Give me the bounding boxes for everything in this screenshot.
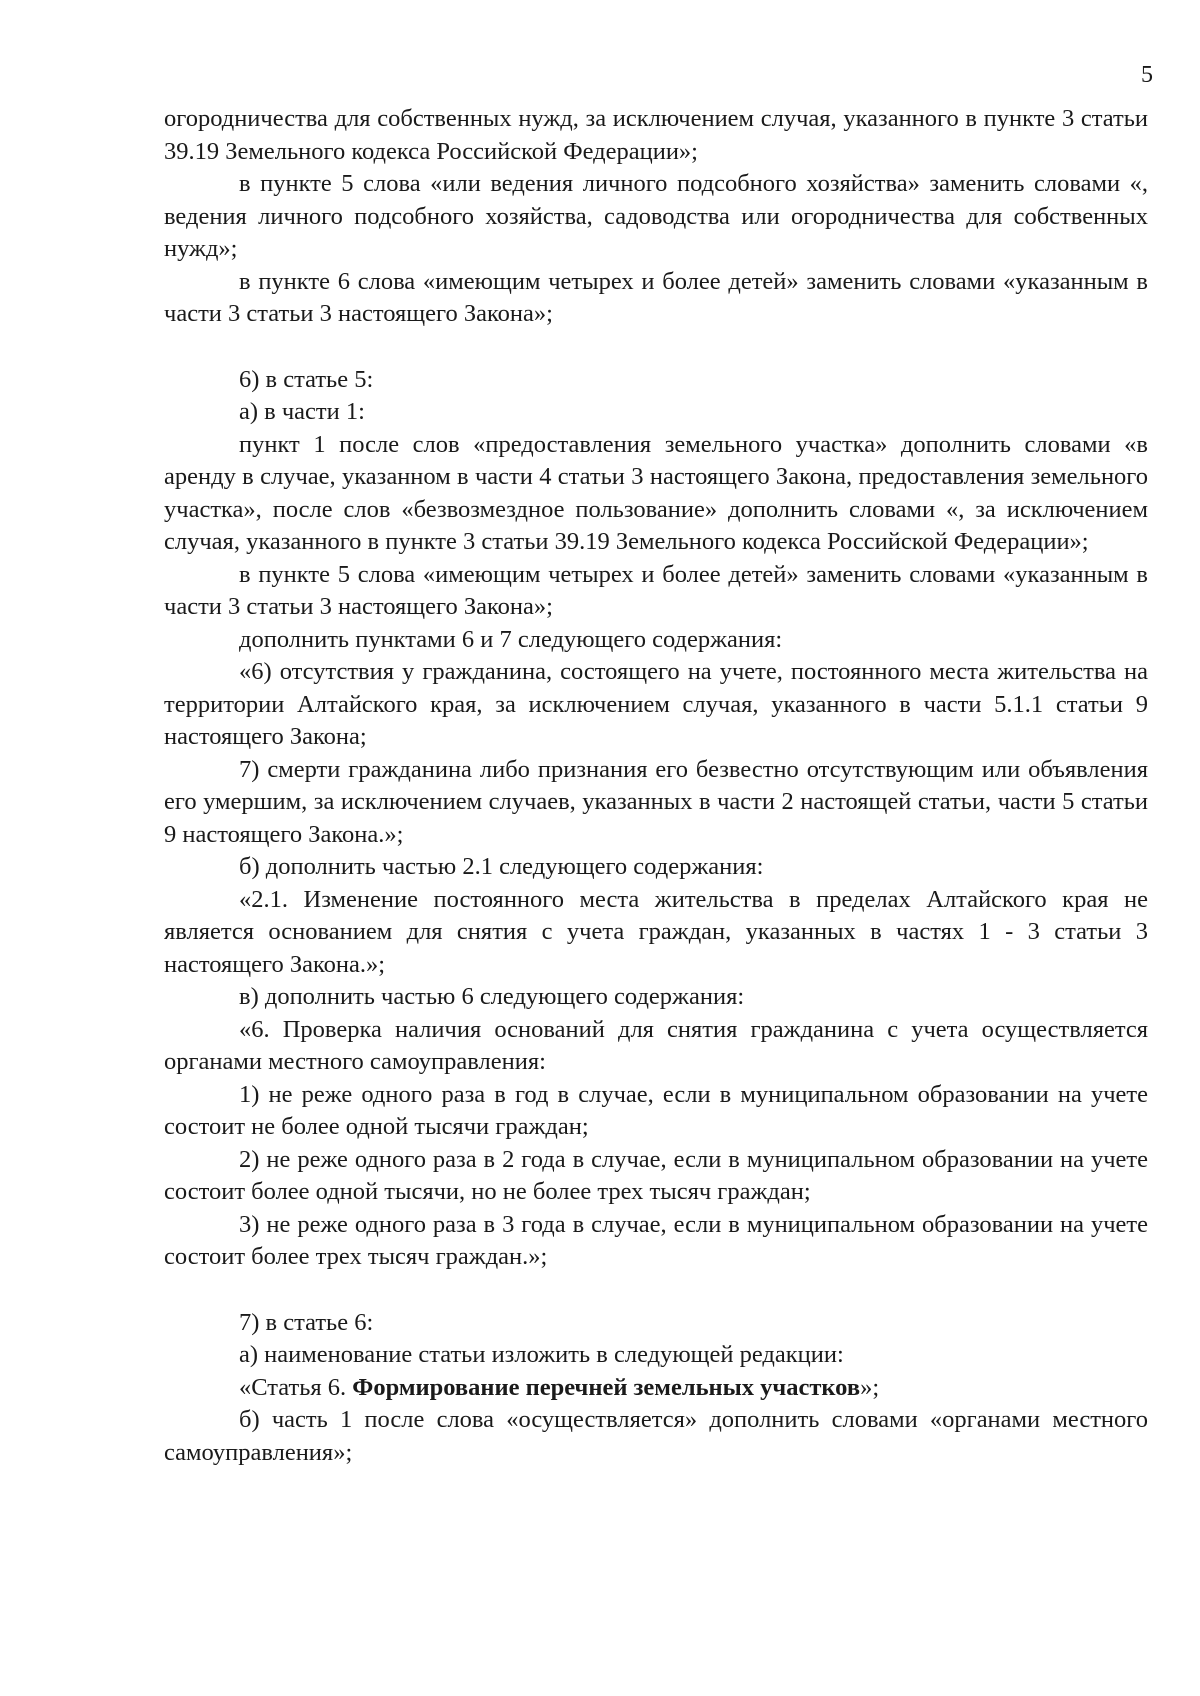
article-title-suffix: »; (860, 1373, 880, 1401)
paragraph: «6) отсутствия у гражданина, состоящего на учете, постоянного места жительства на территории Алтайского края, за исключением случая, указанного в части 5.1.1 статьи 9 настоящего Закона; (164, 658, 1148, 750)
paragraph: пункт 1 после слов «предоставления земельного участка» дополнить словами «в аренду в случае, указанном в части 4 статьи 3 настоящего Закона, предоставления земельного участка», после слов «безвозмездное пользование» дополнить словами «, за исключением случая, указанного в пункте 3 статьи 39.19 Земельного кодекса Российской Федерации»; (164, 430, 1148, 555)
article-title-bold: Формирование перечней земельных участков (352, 1373, 861, 1401)
paragraph: а) в части 1: (239, 398, 365, 425)
paragraph: в пункте 5 слова «или ведения личного подсобного хозяйства» заменить словами «, ведения личного подсобного хозяйства, садоводства или огородничества для собственных нужд»; (164, 170, 1148, 262)
paragraph: 6) в статье 5: (239, 365, 374, 393)
article-title-prefix: «Статья 6. (239, 1373, 353, 1401)
paragraph: в) дополнить частью 6 следующего содержания: (239, 983, 745, 1010)
page-number: 5 (1141, 62, 1153, 88)
paragraph: 1) не реже одного раза в год в случае, если в муниципальном образовании на учете состоит не более одной тысячи граждан; (164, 1080, 1148, 1140)
paragraph: 3) не реже одного раза в 3 года в случае, если в муниципальном образовании на учете состоит более трех тысяч граждан.»; (164, 1210, 1148, 1270)
paragraph: «2.1. Изменение постоянного места жительства в пределах Алтайского края не является основанием для снятия с учета граждан, указанных в частях 1 - 3 статьи 3 настоящего Закона.»; (164, 885, 1148, 978)
paragraph: 2) не реже одного раза в 2 года в случае, если в муниципальном образовании на учете состоит более одной тысячи, но не более трех тысяч граждан; (164, 1145, 1148, 1205)
paragraph: 7) в статье 6: (239, 1308, 374, 1336)
paragraph: в пункте 5 слова «имеющим четырех и более детей» заменить словами «указанным в части 3 статьи 3 настоящего Закона»; (164, 560, 1148, 620)
paragraph: б) часть 1 после слова «осуществляется» дополнить словами «органами местного самоуправления»; (164, 1406, 1148, 1466)
document-body (164, 103, 1148, 1469)
paragraph: огородничества для собственных нужд, за исключением случая, указанного в пункте 3 статьи 39.19 Земельного кодекса Российской Федерации»; (164, 105, 1148, 165)
paragraph: б) дополнить частью 2.1 следующего содержания: (239, 853, 764, 880)
paragraph: 7) смерти гражданина либо признания его безвестно отсутствующим или объявления его умершим, за исключением случаев, указанных в части 2 настоящей статьи, части 5 статьи 9 настоящего Закона.»; (164, 755, 1148, 848)
paragraph: «6. Проверка наличия оснований для снятия гражданина с учета осуществляется органами местного самоуправления: (164, 1015, 1148, 1075)
article-title-paragraph (164, 1372, 1148, 1405)
paragraph: дополнить пунктами 6 и 7 следующего содержания: (239, 625, 783, 653)
paragraph: а) наименование статьи изложить в следующей редакции: (239, 1341, 844, 1368)
paragraph: в пункте 6 слова «имеющим четырех и более детей» заменить словами «указанным в части 3 статьи 3 настоящего Закона»; (164, 267, 1148, 327)
